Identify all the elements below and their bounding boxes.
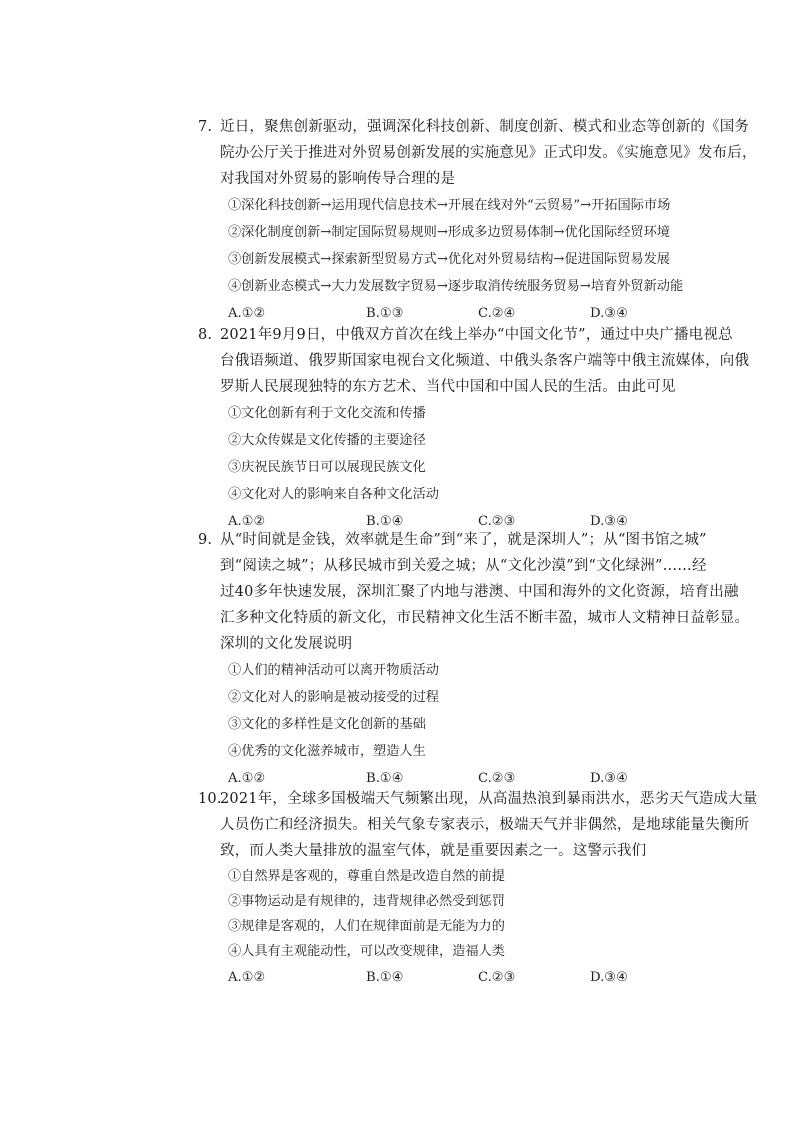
statement-option: ③创新发展模式→探索新型贸易方式→优化对外贸易结构→促进国际贸易发展 (228, 252, 670, 267)
choice-b: B.①④ (366, 970, 404, 985)
statement-option: ③规律是客观的，人们在规律面前是无能为力的 (228, 919, 505, 934)
statement-option: ④优秀的文化滋养城市，塑造人生 (228, 744, 426, 759)
question-number: 10. (198, 791, 222, 807)
question-7 (198, 114, 757, 327)
question-stem-line: 罗斯人民展现独特的东方艺术、当代中国和中国人民的生活。由此可见 (220, 379, 676, 395)
statement-option: ②大众传媒是文化传播的主要途径 (228, 433, 426, 448)
statement-option: ③文化的多样性是文化创新的基础 (228, 717, 426, 732)
statement-option: ④文化对人的影响来自各种文化活动 (228, 487, 439, 502)
choice-a: A.①② (228, 970, 266, 985)
question-stem-line: 过40多年快速发展，深圳汇聚了内地与港澳、中国和海外的文化资源，培育出融 (220, 584, 739, 600)
choice-c: C.②④ (478, 306, 516, 321)
question-stem-line: 台俄语频道、俄罗斯国家电视台文化频道、中俄头条客户端等中俄主流媒体，向俄 (220, 353, 750, 369)
statement-option: ①文化创新有利于文化交流和传播 (228, 406, 426, 421)
question-stem-line: 对我国对外贸易的影响传导合理的是 (220, 171, 456, 187)
statement-option: ②深化制度创新→制定国际贸易规则→形成多边贸易体制→优化国际经贸环境 (228, 225, 670, 240)
choice-b: B.①③ (366, 306, 404, 321)
choice-a: A.①② (228, 771, 266, 786)
question-stem-line: 8. 2021年9月9日，中俄双方首次在线上举办“中国文化节”，通过中央广播电视总 (198, 322, 728, 348)
choice-d: D.③④ (590, 771, 628, 786)
question-number: 8. (198, 327, 213, 343)
choice-d: D.③④ (590, 514, 628, 529)
question-stem-line: 汇多种文化特质的新文化，市民精神文化生活不断丰盈，城市人文精神日益彰显。 (220, 610, 750, 626)
question-stem-line: 7. 近日，聚焦创新驱动，强调深化科技创新、制度创新、模式和业态等创新的《国务 (198, 114, 728, 140)
choice-c: C.②③ (478, 514, 516, 529)
statement-option: ④人具有主观能动性，可以改变规律，造福人类 (228, 944, 505, 959)
choice-a: A.①② (228, 306, 266, 321)
choice-d: D.③④ (590, 306, 628, 321)
choice-b: B.①④ (366, 771, 404, 786)
choice-d: D.③④ (590, 970, 628, 985)
question-stem-line: 到“阅读之城”；从移民城市到关爱之城；从“文化沙漠”到“文化绿洲”……经 (220, 558, 707, 574)
choice-a: A.①② (228, 514, 266, 529)
statement-option: ②事物运动是有规律的，违背规律必然受到惩罚 (228, 894, 505, 909)
question-stem-line: 院办公厅关于推进对外贸易创新发展的实施意见》正式印发。《实施意见》发布后， (220, 145, 757, 161)
choice-b: B.①④ (366, 514, 404, 529)
question-9 (198, 527, 750, 792)
question-10 (198, 786, 758, 991)
statement-option: ②文化对人的影响是被动接受的过程 (228, 690, 439, 705)
statement-option: ③庆祝民族节日可以展现民族文化 (228, 460, 426, 475)
statement-option: ①人们的精神活动可以离开物质活动 (228, 663, 439, 678)
question-8 (198, 322, 750, 535)
choice-c: C.②③ (478, 970, 516, 985)
question-number: 9. (198, 532, 213, 548)
question-stem-line: 致，而人类大量排放的温室气体，就是重要因素之一。这警示我们 (220, 843, 647, 859)
statement-option: ①深化科技创新→运用现代信息技术→开展在线对外“云贸易”→开拓国际市场 (228, 198, 671, 213)
question-stem-line: 9. 从“时间就是金钱，效率就是生命”到“来了，就是深圳人”；从“图书馆之城” (198, 527, 728, 553)
question-stem-line: 深圳的文化发展说明 (220, 636, 353, 652)
choice-c: C.②③ (478, 771, 516, 786)
question-stem-line: 人员伤亡和经济损失。相关气象专家表示，极端天气并非偶然，是地球能量失衡所 (220, 817, 750, 833)
statement-option: ④创新业态模式→大力发展数字贸易→逐步取消传统服务贸易→培育外贸新动能 (228, 279, 684, 294)
statement-option: ①自然界是客观的，尊重自然是改造自然的前提 (228, 869, 505, 884)
answer-choices (198, 964, 728, 991)
question-number: 7. (198, 119, 213, 135)
question-stem-line: 10. 2021年，全球多国极端天气频繁出现，从高温热浪到暴雨洪水，恶劣天气造成大量 (198, 786, 728, 812)
